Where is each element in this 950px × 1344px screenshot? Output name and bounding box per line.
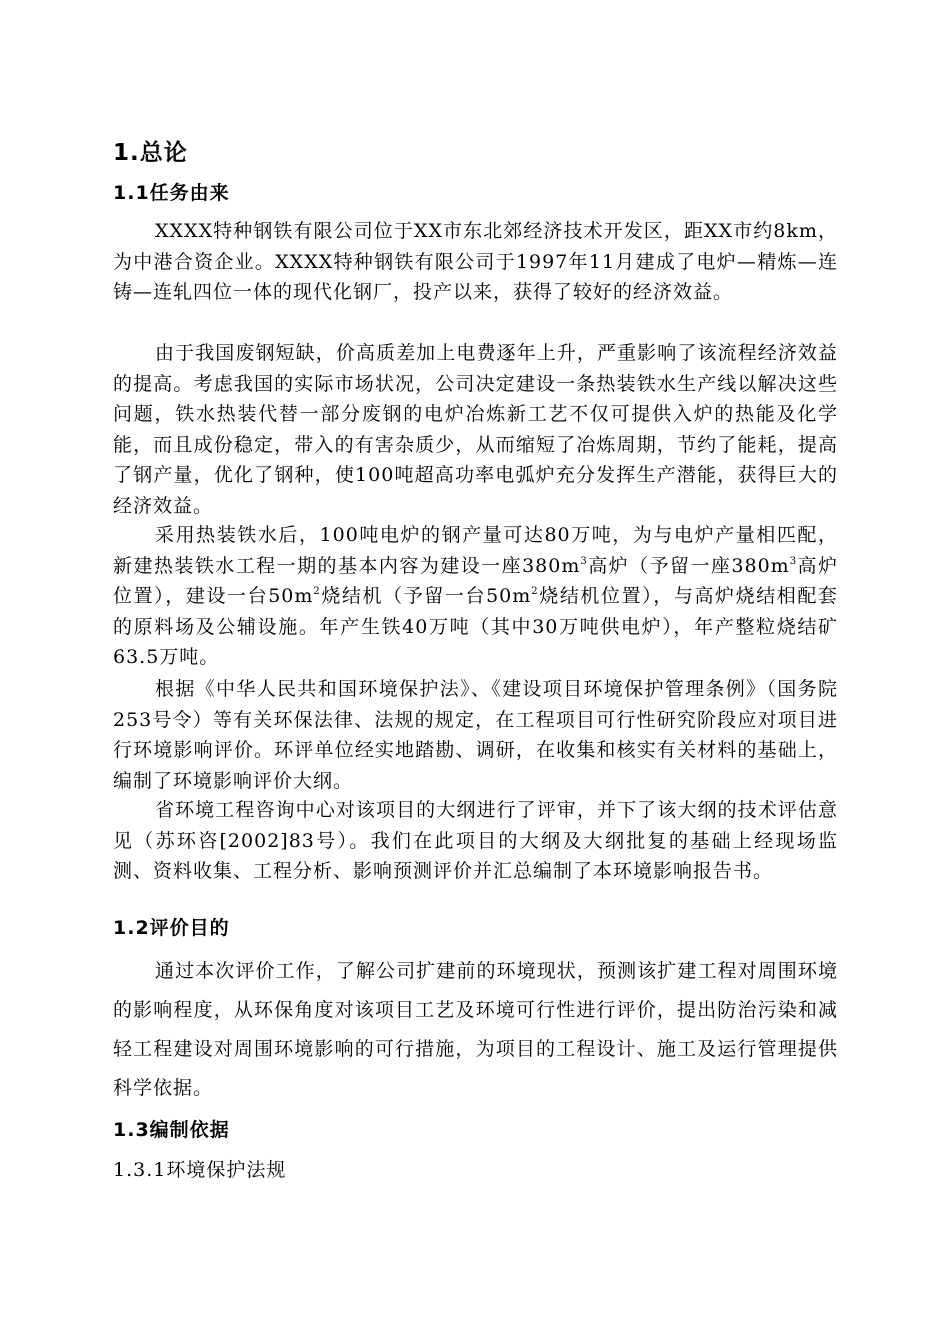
paragraph-background: 由于我国废钢短缺，价高质差加上电费逐年上升，严重影响了该流程经济效益的提高。考虑我国的实际市场状况，公司决定建设一条热装铁水生产线以解决这些问题，铁水热装代替一部分废钢的电炉冶炼新工艺不仅可提供入炉的热能及化学能，而且成份稳定，带入的有害杂质少，从而缩短了冶炼周期，节约了能耗，提高了钢产量，优化了钢种，使100吨超高功率电弧炉充分发挥生产潜能，获得巨大的经济效益。 xyxy=(113,342,838,517)
text-segment: 烧结机位置），与高炉烧结相配套的原料场及公辅设施。年产生铁40万吨（其中30万吨供电炉），年产整粒烧结矿63.5万吨。 xyxy=(113,585,838,668)
section-heading-task-origin: 1.1任务由来 xyxy=(113,182,230,204)
paragraph-project-content xyxy=(113,520,838,673)
paragraph-review: 省环境工程咨询中心对该项目的大纲进行了评审，并下了该大纲的技术评估意见（苏环咨[2002]83号）。我们在此项目的大纲及大纲批复的基础上经现场监测、资料收集、工程分析、影响预测评价并汇总编制了本环境影响报告书。 xyxy=(113,799,838,882)
chapter-title: 1.总论 xyxy=(113,140,188,166)
paragraph-legal-basis: 根据《中华人民共和国环境保护法》、《建设项目环境保护管理条例》（国务院253号令）等有关环保法律、法规的规定，在工程项目可行性研究阶段应对项目进行环境影响评价。环评单位经实地踏勘、调研，在收集和核实有关材料的基础上，编制了环境影响评价大纲。 xyxy=(113,678,838,792)
paragraph-purpose: 通过本次评价工作，了解公司扩建前的环境现状，预测该扩建工程对周围环境的影响程度，从环保角度对该项目工艺及环境可行性进行评价，提出防治污染和减轻工程建设对周围环境影响的可行措施，为项目的工程设计、施工及运行管理提供科学依据。 xyxy=(113,960,838,1099)
text-segment: 高炉位置），建设一台50m xyxy=(113,554,838,607)
superscript: 2 xyxy=(313,586,321,597)
superscript: 2 xyxy=(531,586,539,597)
text-segment: 高炉（予留一座380m xyxy=(587,554,790,577)
section-heading-basis: 1.3编制依据 xyxy=(113,1119,230,1141)
text-segment: 烧结机（予留一台50m xyxy=(320,585,532,607)
text-segment: 采用热装铁水后，100吨电炉的钢产量可达80万吨，为与电炉产量相匹配，新建热装铁水工程一期的基本内容为建设一座380m xyxy=(113,524,838,577)
superscript: 3 xyxy=(789,555,798,567)
superscript: 3 xyxy=(580,555,588,567)
subsection-heading-environmental-law: 1.3.1环境保护法规 xyxy=(113,1159,287,1181)
paragraph-company-intro: XXXX特种钢铁有限公司位于XX市东北郊经济技术开发区，距XX市约8km，为中港合资企业。XXXX特种钢铁有限公司于1997年11月建成了电炉—精炼—连铸—连轧四位一体的现代化钢厂，投产以来，获得了较好的经济效益。 xyxy=(113,220,838,303)
section-heading-purpose: 1.2评价目的 xyxy=(113,917,230,939)
